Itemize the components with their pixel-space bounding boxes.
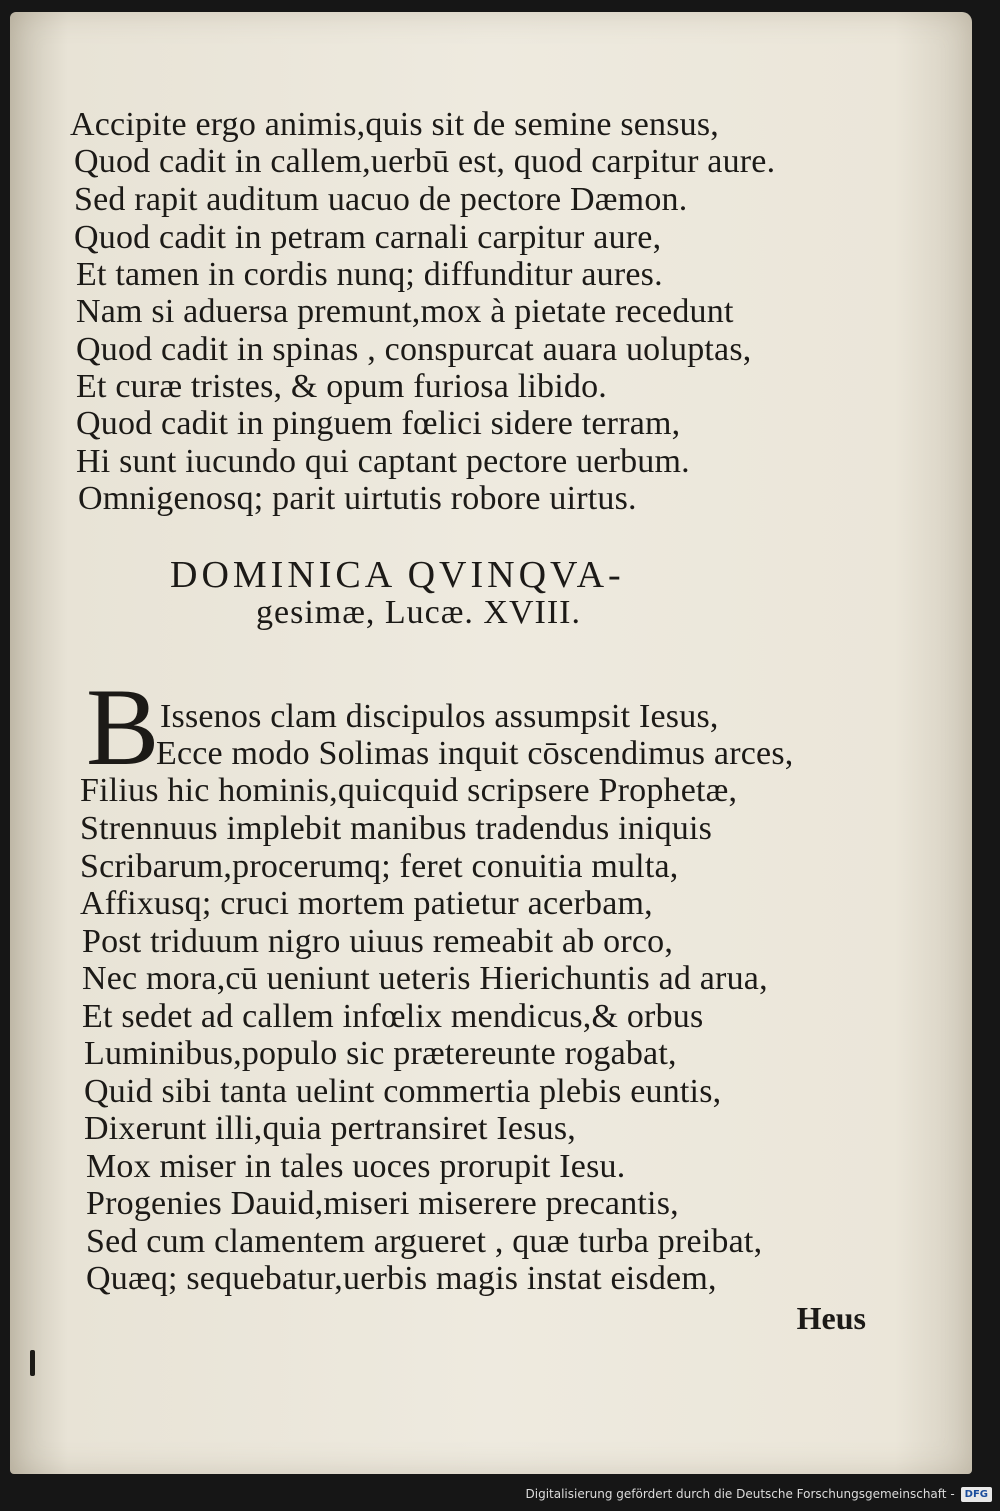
verse-line: Scribarum,procerumq; feret conuitia multa, <box>80 848 679 885</box>
verse-line: Nec mora,cū ueniunt ueteris Hierichuntis ad arua, <box>82 960 768 997</box>
verse-line: Strennuus implebit manibus tradendus iniquis <box>80 810 713 847</box>
section-heading: DOMINICA QVINQVA- <box>170 554 625 596</box>
verse-line: Quod cadit in callem,uerbū est, quod carpitur aure. <box>74 143 776 180</box>
verse-line: Omnigenosq; parit uirtutis robore uirtus. <box>78 480 637 517</box>
verse-line: Hi sunt iucundo qui captant pectore uerbum. <box>76 443 690 480</box>
verse-line: Quid sibi tanta uelint commertia plebis euntis, <box>84 1073 722 1110</box>
verse-line: Progenies Dauid,miseri miserere precantis, <box>86 1185 679 1222</box>
footer-credit-text: Digitalisierung gefördert durch die Deutsche Forschungsgemeinschaft - <box>525 1487 955 1501</box>
drop-cap: B <box>86 666 160 788</box>
verse-line: Issenos clam discipulos assumpsit Iesus, <box>160 698 719 735</box>
dfg-logo-icon: DFG <box>961 1487 992 1502</box>
verse-line: Dixerunt illi,quia pertransiret Iesus, <box>84 1110 576 1147</box>
digitization-footer <box>526 1481 993 1507</box>
verse-line: Post triduum nigro uiuus remeabit ab orco, <box>82 923 674 960</box>
verse-line: Ecce modo Solimas inquit cōscendimus arces, <box>156 735 794 772</box>
margin-mark <box>30 1350 35 1376</box>
verse-line: Sed rapit auditum uacuo de pectore Dæmon. <box>74 181 688 218</box>
verse-line: Quæq; sequebatur,uerbis magis instat eisdem, <box>86 1260 717 1297</box>
verse-line: Quod cadit in spinas , conspurcat auara uoluptas, <box>76 331 752 368</box>
verse-line: Et tamen in cordis nunq; diffunditur aures. <box>76 256 663 293</box>
verse-line: Sed cum clamentem argueret , quæ turba preibat, <box>86 1223 763 1260</box>
catchword: Heus <box>796 1300 866 1336</box>
verse-line: Accipite ergo animis,quis sit de semine sensus, <box>70 106 720 143</box>
verse-line: Et sedet ad callem infœlix mendicus,& orbus <box>82 998 704 1035</box>
verse-line: Filius hic hominis,quicquid scripsere Prophetæ, <box>80 772 738 809</box>
verse-line: Quod cadit in pinguem fœlici sidere terram, <box>76 405 681 442</box>
verse-line: Quod cadit in petram carnali carpitur aure, <box>74 219 662 256</box>
verse-line: Mox miser in tales uoces prorupit Iesu. <box>86 1148 626 1185</box>
verse-line: Et curæ tristes, & opum furiosa libido. <box>76 368 607 405</box>
verse-line: Nam si aduersa premunt,mox à pietate recedunt <box>76 293 734 330</box>
verse-line: Luminibus,populo sic prætereunte rogabat, <box>84 1035 677 1072</box>
section-heading-subtitle: gesimæ, Lucæ. XVIII. <box>256 594 582 631</box>
verse-line: Affixusq; cruci mortem patietur acerbam, <box>80 885 653 922</box>
